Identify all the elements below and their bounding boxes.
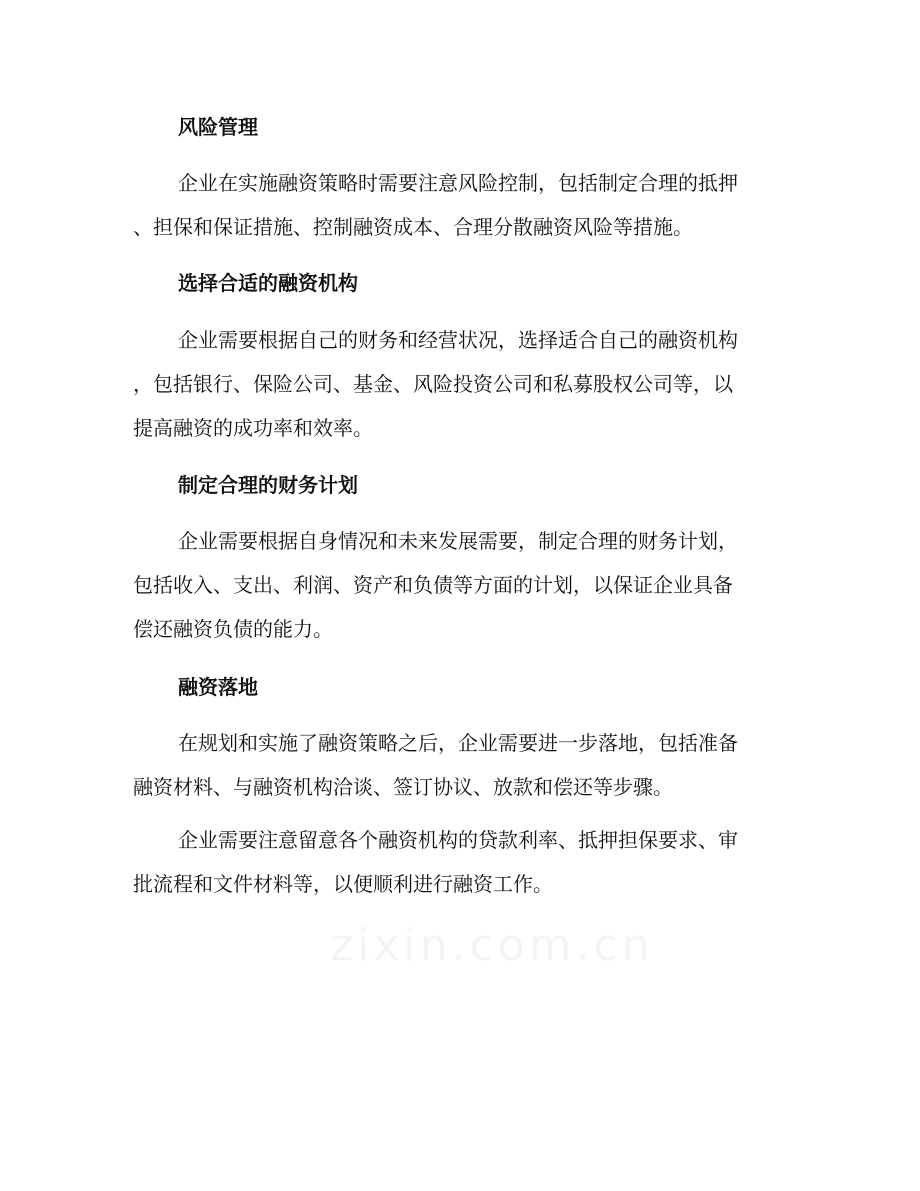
paragraph-line: 融资材料、与融资机构洽谈、签订协议、放款和偿还等步骤。 xyxy=(133,775,673,799)
watermark xyxy=(330,920,654,971)
paragraph-line: ，包括银行、保险公司、基金、风险投资公司和私募股权公司等，以 xyxy=(133,372,733,396)
paragraph-line: 企业需要根据自己的财务和经营状况，选择适合自己的融资机构 xyxy=(178,328,738,352)
section-heading-risk-management: 风险管理 xyxy=(178,115,258,139)
paragraph-line: 在规划和实施了融资策略之后，企业需要进一步落地，包括准备 xyxy=(178,731,738,755)
paragraph-line: 企业需要根据自身情况和未来发展需要，制定合理的财务计划， xyxy=(178,529,738,553)
section-heading-financing-landing: 融资落地 xyxy=(178,675,258,699)
paragraph-line: 批流程和文件材料等，以便顺利进行融资工作。 xyxy=(133,872,553,896)
paragraph xyxy=(133,519,793,651)
paragraph xyxy=(133,318,793,450)
paragraph-line: 包括收入、支出、利润、资产和负债等方面的计划，以保证企业具备 xyxy=(133,573,733,597)
paragraph xyxy=(133,161,793,249)
paragraph-line: 偿还融资负债的能力。 xyxy=(133,617,333,641)
paragraph-line: 企业在实施融资策略时需要注意风险控制，包括制定合理的抵押 xyxy=(178,171,738,195)
section-heading-financial-plan: 制定合理的财务计划 xyxy=(178,473,358,497)
paragraph-line: 企业需要注意留意各个融资机构的贷款利率、抵押担保要求、审 xyxy=(178,828,738,852)
paragraph-line: 、担保和保证措施、控制融资成本、合理分散融资风险等措施。 xyxy=(133,215,693,239)
paragraph xyxy=(133,721,793,809)
paragraph-line: 提高融资的成功率和效率。 xyxy=(133,416,373,440)
section-heading-choose-institution: 选择合适的融资机构 xyxy=(178,271,358,295)
paragraph xyxy=(133,818,793,906)
